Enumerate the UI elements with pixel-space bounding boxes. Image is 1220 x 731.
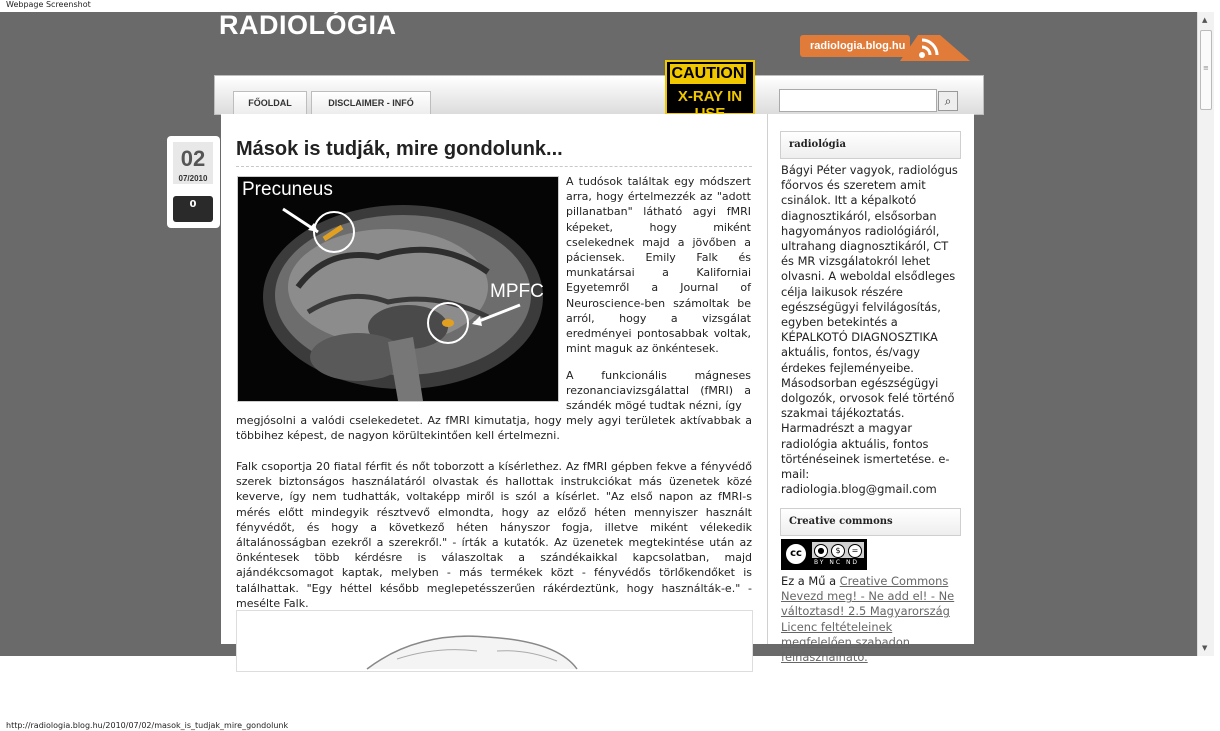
rss-icon	[900, 35, 970, 61]
nd-icon: =	[848, 544, 862, 558]
grip-icon: ≡	[1203, 64, 1209, 72]
scroll-down-arrow-icon[interactable]: ▼	[1202, 644, 1208, 652]
brain-fmri-image	[237, 176, 559, 402]
caution-xray-logo	[665, 60, 755, 115]
cc-text-prefix: Ez a Mű a	[781, 574, 840, 588]
scroll-up-arrow-icon[interactable]: ▲	[1202, 16, 1208, 24]
post-paragraph-2-start: A funkcionális mágneses rezonanciavizsgálattal (fMRI) a szándék mögé tudtak nézni, így	[566, 369, 751, 413]
scroll-thumb[interactable]	[1200, 30, 1212, 110]
caution-top-text: CAUTION	[671, 65, 745, 82]
sidebar-widget-title-radiologia: radiológia	[780, 131, 961, 159]
sidebar-widget-title-cc: Creative commons	[780, 508, 961, 536]
rss-label[interactable]: radiologia.blog.hu	[800, 35, 910, 57]
window-caption: Webpage Screenshot	[6, 0, 91, 9]
label-mpfc: MPFC	[490, 281, 544, 302]
site-title[interactable]: RADIOLÓGIA	[219, 10, 397, 40]
post-paragraph-1: A tudósok találtak egy módszert arra, hogy értelmezzék az "adott pillanatban" látható agyi fMRI képeket, hogy miként cselekednek majd a jövőben a páciensek. Emily Falk és munkatársai a Kaliforniai Egyetemről a Journal of Neuroscience-ben számoltak be arról, hogy a vizsgálat eredményei pontosabbak voltak, mint maguk az önkéntesek.	[566, 175, 751, 356]
cc-conditions-strip	[812, 542, 864, 558]
post-day: 02	[180, 146, 206, 171]
cc-badge-label: BY NC ND	[814, 559, 860, 566]
post-figure-2	[236, 610, 753, 672]
rss-badge[interactable]	[800, 35, 970, 61]
date-block	[173, 142, 213, 184]
by-icon: ●	[814, 544, 828, 558]
cc-license-badge[interactable]	[781, 539, 867, 570]
title-divider	[236, 166, 752, 167]
comment-count[interactable]: 0	[173, 196, 213, 222]
status-bar-url: http://radiologia.blog.hu/2010/07/02/masok_is_tudjak_mire_gondolunk	[6, 721, 289, 730]
search-input[interactable]	[779, 89, 937, 112]
sidebar-about-text: Bágyi Péter vagyok, radiológus főorvos és szeretem amit csinálok. Itt a képalkotó diagnosztikáról, elsősorban hagyományos radiológiáról, ultrahang diagnosztikáról, CT és MR vizsgálatokról lehet olvasni. A weboldal elsődleges célja laikusok részére egészségügyi felvilágosítás, egyben betekintés a KÉPALKOTÓ DIAGNOSZTIKA aktuális, fontos, és/vagy érdekes fejleményeibe. Másodsorban egészségügyi dolgozók, orvosok felé történő szakmai tájékoztatás. Harmadrészt a magyar radiológia aktuális, fontos történéseinek ismertetése. e-mail: radiologia.blog@gmail.com	[781, 163, 958, 497]
cc-license-link[interactable]: Creative Commons Nevezd meg! - Ne add el! - Ne változtasd! 2.5 Magyarország Licenc feltételeinek megfelelően szabadon felhasználható.	[781, 574, 955, 665]
brain-sketch	[237, 611, 752, 671]
nav-item-fooldal[interactable]: FŐOLDAL	[233, 91, 307, 115]
post-paragraph-3: Falk csoportja 20 fiatal férfit és nőt toborzott a kísérlethez. Az fMRI gépben fekve a fényvédő szerek biztonságos használatáról olvastak és hallottak instrukciókat más üzenetek közé keverve, így nem tudhatták, voltaképp miről is szól a kísérlet. "Az első napon az fMRI-s mérés előtt mindegyik résztvevő elmondta, hogy az előző héten mennyiszer használt fényvédőt, és hogy a következő héten hányszor fogja, illetve miként vélekedik általánosságban ezekről a szerekről." - írták a kutatók. Az üzenetek megtekintése után az önkéntesek több kérdésre is válaszoltak a szándékaikkal kapcsolatban, majd ajándékcsomagot kaptak, melyben - más termékek közt - fényvédős törlőkendőket is találhattak. "Egy héttel később meglepetésszerűen rákérdeztünk, hogy használták-e." - mesélte Falk.	[236, 460, 752, 610]
post-title[interactable]: Mások is tudják, mire gondolunk...	[236, 138, 563, 160]
post-month: 07/2010	[178, 174, 208, 183]
page-viewport	[0, 10, 1197, 665]
search-button[interactable]	[938, 91, 958, 111]
caution-bottom-text: X-RAY IN	[677, 88, 743, 105]
vertical-scrollbar[interactable]	[1197, 12, 1214, 656]
search-icon: ⌕	[944, 94, 952, 108]
nav-item-disclaimer[interactable]: DISCLAIMER - INFÓ	[311, 91, 431, 115]
post-paragraph-2-end: megjósolni a valódi cselekedetet. Az fMRI kimutatja, hogy mely agyi területek aktívabbak a többihez képest, de nagyon körültekintően kell értelmezni.	[236, 414, 752, 443]
cc-logo-icon: cc	[784, 542, 808, 566]
cc-license-text	[781, 574, 959, 665]
post-date-box	[167, 136, 220, 228]
nc-icon: $	[831, 544, 845, 558]
label-precuneus: Precuneus	[242, 179, 333, 200]
